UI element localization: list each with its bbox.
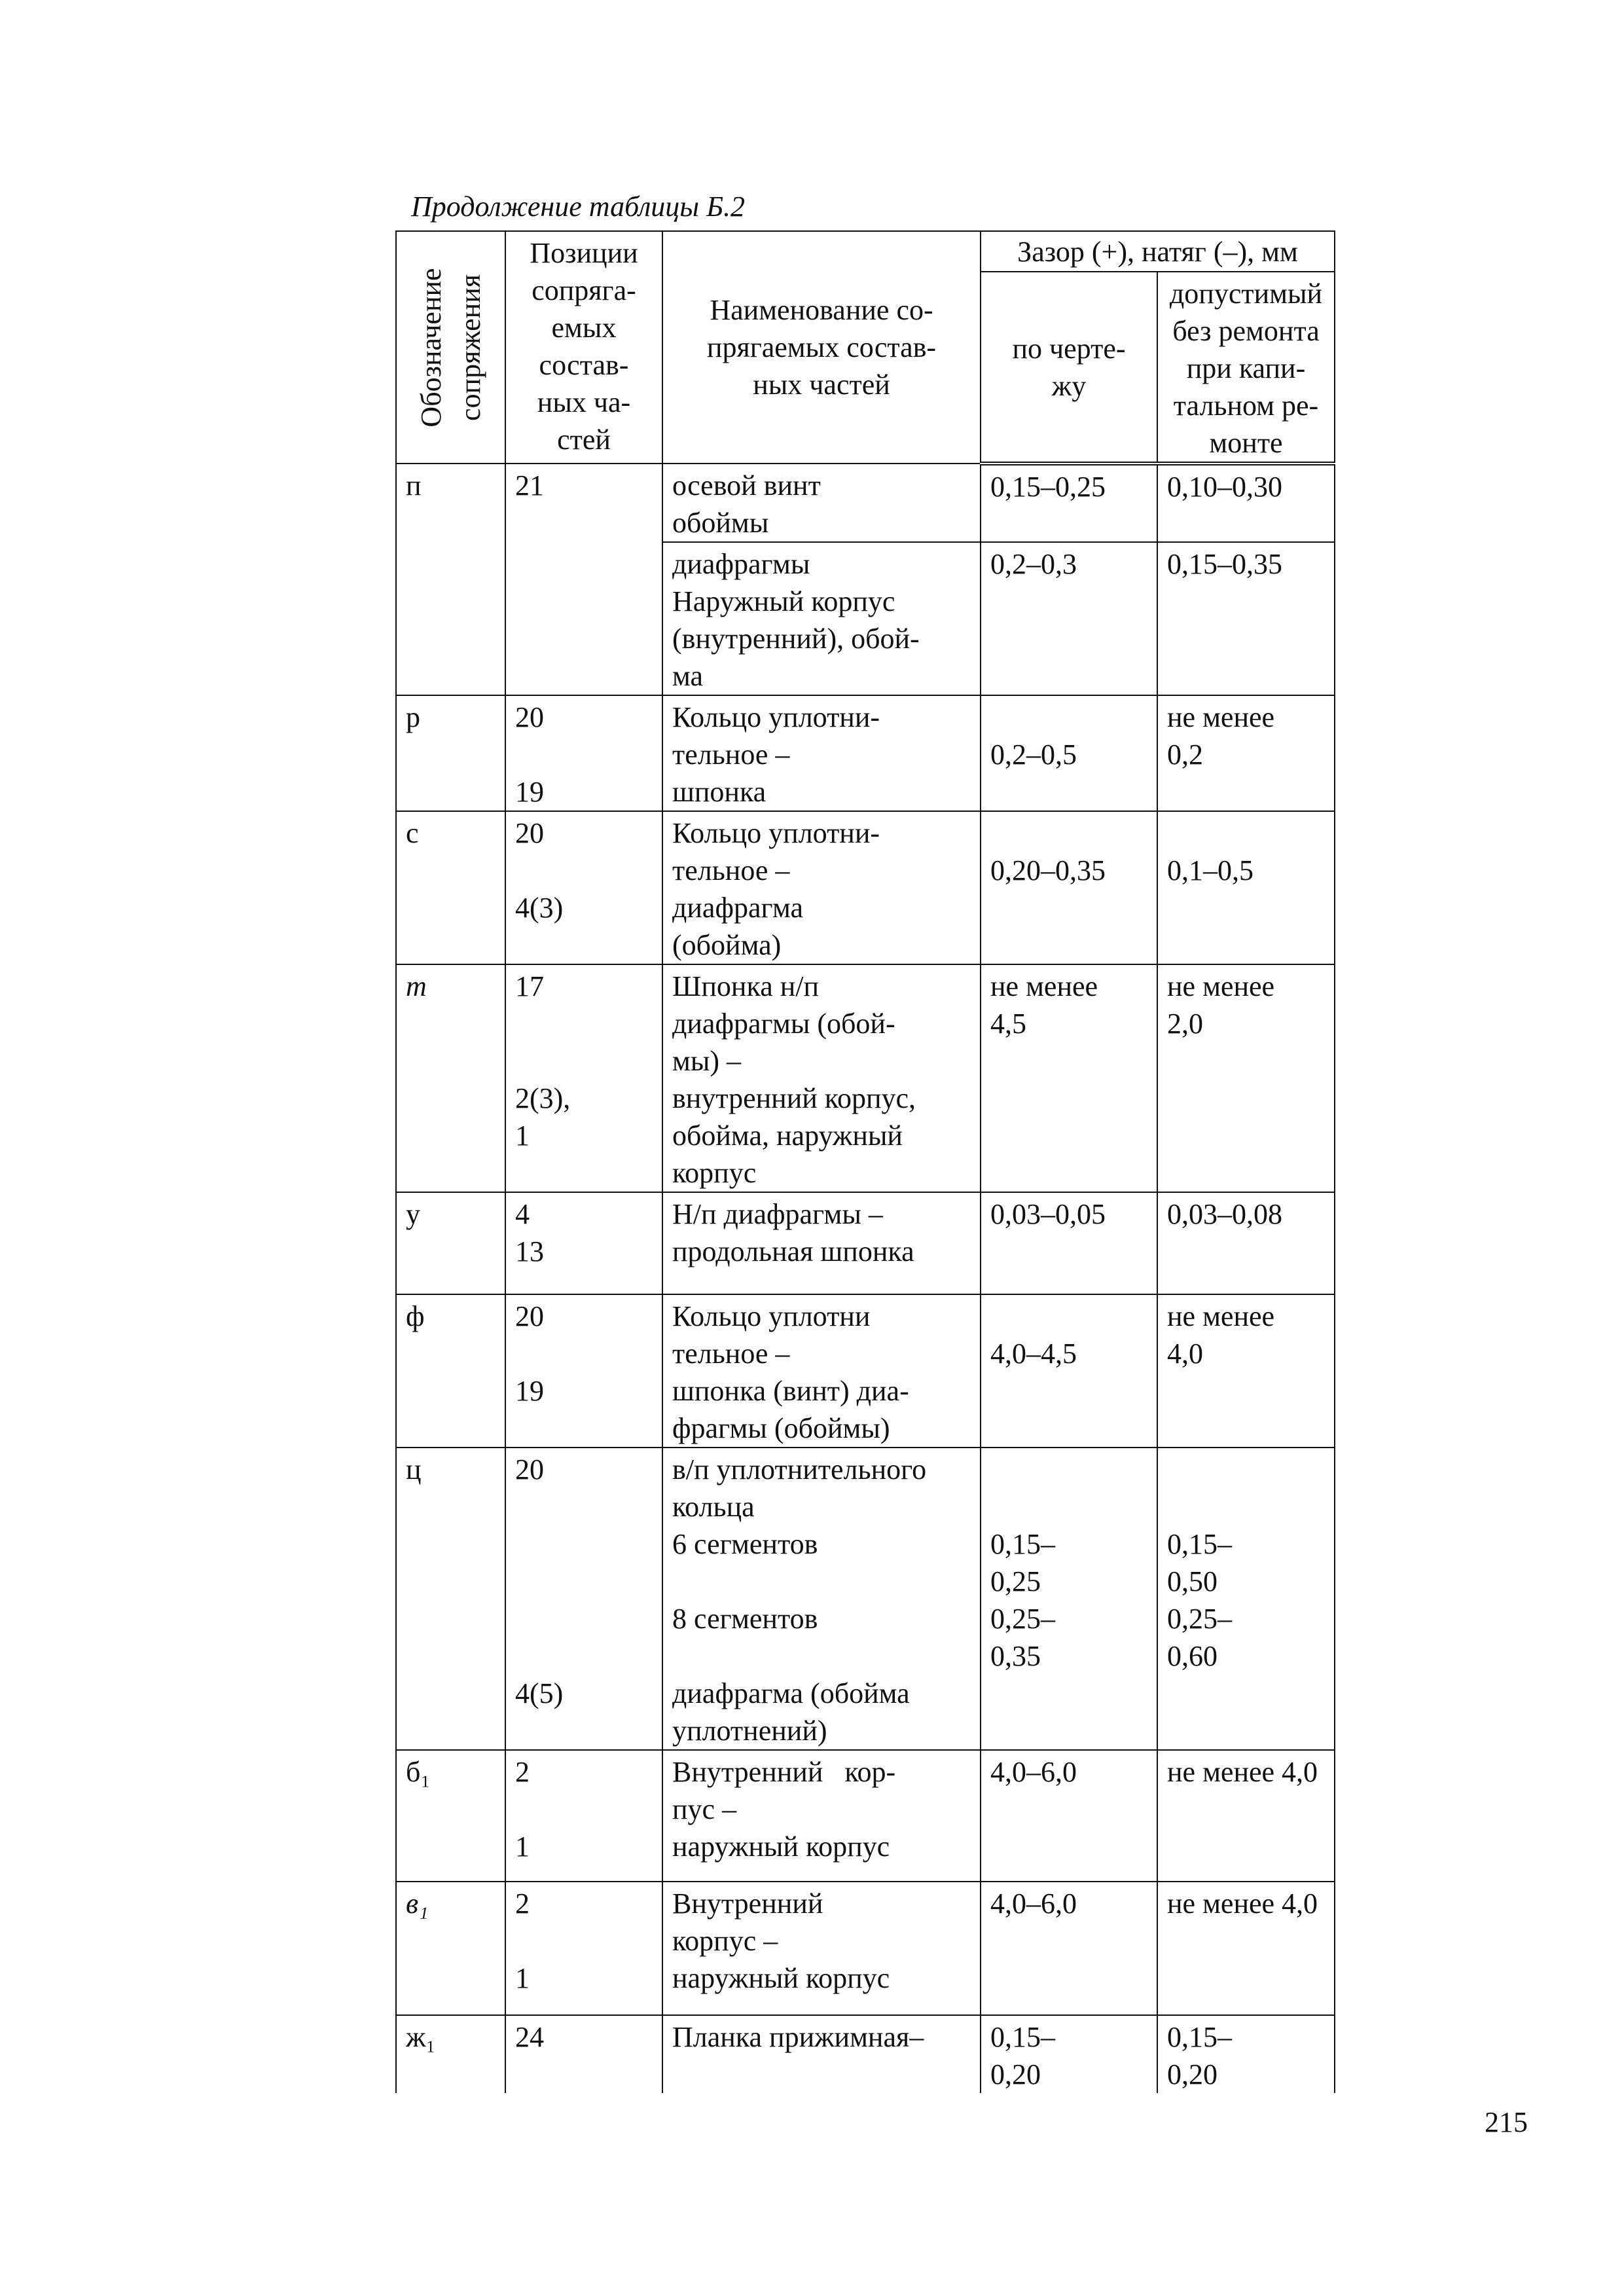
header-positions: Позиции сопряга- емых состав- ных ча- стей [505,231,662,464]
cell-positions: 4 13 [505,1192,662,1294]
cell-allowed: не менее 0,2 [1157,695,1335,811]
cell-allowed: 0,15– 0,50 0,25– 0,60 [1157,1448,1335,1750]
cell-name: Внутренний кор- пус – наружный корпус [662,1750,981,1882]
cell-positions: 2 1 [505,1750,662,1882]
table-row [396,964,1335,1192]
table-row [396,1448,1335,1750]
cell-designation: б₁ [396,1750,505,1882]
table-row [396,695,1335,811]
cell-drawing: 4,0–6,0 [981,1750,1157,1882]
cell-positions: 21 [505,464,662,695]
header-gap-group: Зазор (+), натяг (–), мм [981,231,1335,272]
cell-allowed: не менее 4,0 [1157,1294,1335,1448]
cell-drawing: 0,15–0,25 [981,464,1157,542]
cell-designation: в₁ [396,1882,505,2015]
header-name: Наименование со- прягаемых состав- ных частей [662,231,981,464]
cell-name: диафрагмы Наружный корпус (внутренний), обой- ма [662,542,981,695]
cell-positions: 20 19 [505,1294,662,1448]
cell-drawing: 4,0–4,5 [981,1294,1157,1448]
cell-positions: 24 [505,2015,662,2093]
cell-allowed: 0,03–0,08 [1157,1192,1335,1294]
mating-clearances-table [395,230,1335,2093]
cell-drawing: 0,2–0,3 [981,542,1157,695]
header-row-1 [396,231,1335,272]
cell-allowed: не менее 2,0 [1157,964,1335,1192]
cell-designation: у [396,1192,505,1294]
page-number: 215 [1485,2106,1528,2138]
cell-allowed: не менее 4,0 [1157,1750,1335,1882]
cell-drawing: 0,20–0,35 [981,811,1157,964]
cell-name: Кольцо уплотни- тельное – диафрагма (обойма) [662,811,981,964]
cell-name: Н/п диафрагмы – продольная шпонка [662,1192,981,1294]
cell-name: Шпонка н/п диафрагмы (обой- мы) – внутренний корпус, обойма, наружный корпус [662,964,981,1192]
cell-designation: ф [396,1294,505,1448]
header-by-drawing: по черте- жу [981,272,1157,464]
header-allowed: допустимый без ремонта при капи- тальном ре- монте [1157,272,1335,464]
cell-drawing: 0,15– 0,20 [981,2015,1157,2093]
cell-allowed: не менее 4,0 [1157,1882,1335,2015]
cell-positions: 20 4(5) [505,1448,662,1750]
table-row [396,464,1335,542]
table-row [396,1750,1335,1882]
table-row [396,1882,1335,2015]
table-row [396,1192,1335,1294]
cell-designation: с [396,811,505,964]
cell-positions: 20 4(3) [505,811,662,964]
cell-designation: п [396,464,505,695]
table-row [396,811,1335,964]
cell-designation: ж₁ [396,2015,505,2093]
cell-designation: р [396,695,505,811]
cell-designation: т [396,964,505,1192]
cell-drawing: не менее 4,5 [981,964,1157,1192]
table-row [396,2015,1335,2093]
cell-drawing: 0,15– 0,25 0,25– 0,35 [981,1448,1157,1750]
cell-positions: 20 19 [505,695,662,811]
cell-name: Кольцо уплотни- тельное – шпонка [662,695,981,811]
cell-positions: 2 1 [505,1882,662,2015]
header-designation-text: Обозначение сопряжения [414,267,486,428]
cell-drawing: 0,03–0,05 [981,1192,1157,1294]
cell-allowed: 0,15– 0,20 [1157,2015,1335,2093]
cell-name: в/п уплотнительного кольца 6 сегментов 8 сегментов диафрагма (обойма уплотнений) [662,1448,981,1750]
table-caption: Продолжение таблицы Б.2 [411,191,746,223]
cell-name: Планка прижимная– [662,2015,981,2093]
table-row [396,1294,1335,1448]
cell-name: осевой винт обоймы [662,464,981,542]
cell-drawing: 4,0–6,0 [981,1882,1157,2015]
cell-name: Кольцо уплотни тельное – шпонка (винт) диа- фрагмы (обоймы) [662,1294,981,1448]
cell-allowed: 0,1–0,5 [1157,811,1335,964]
cell-designation: ц [396,1448,505,1750]
cell-allowed: 0,10–0,30 [1157,464,1335,542]
header-designation [396,231,505,464]
cell-name: Внутренний корпус – наружный корпус [662,1882,981,2015]
cell-allowed: 0,15–0,35 [1157,542,1335,695]
cell-positions: 17 2(3), 1 [505,964,662,1192]
cell-drawing: 0,2–0,5 [981,695,1157,811]
